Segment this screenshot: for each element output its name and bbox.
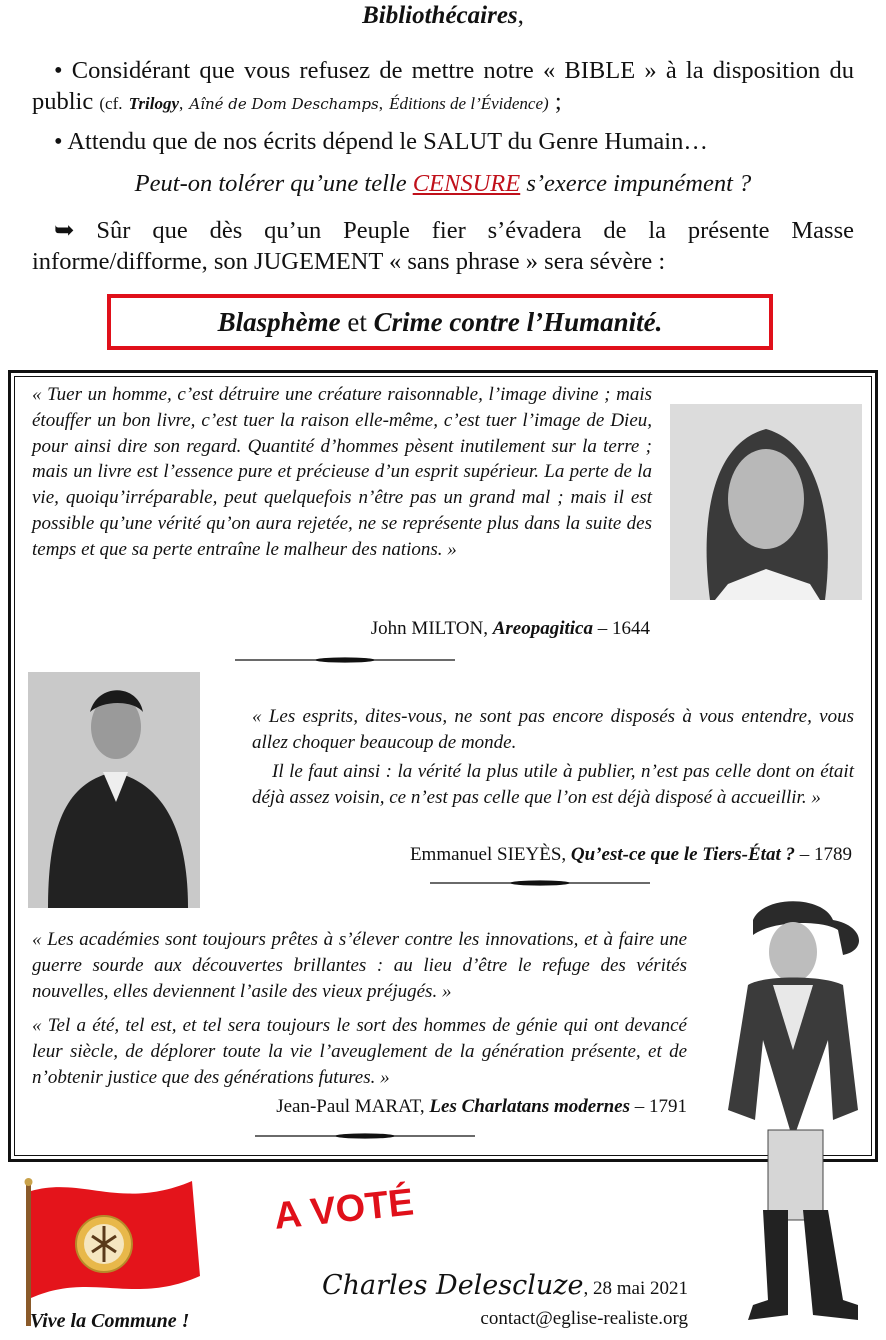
marat-figure: [693, 890, 885, 1335]
contact-email[interactable]: contact@eglise-realiste.org: [480, 1308, 688, 1329]
arrow-icon: ➥: [54, 217, 75, 244]
sieyes-quote-part2: Il le faut ainsi : la vérité la plus utile à publier, n’est pas celle dont on était déjà assez voisin, ce n’est pas celle que l’on est déjà disposé à accueillir. »: [252, 761, 854, 808]
judgement-paragraph: ➥ Sûr que dès qu’un Peuple fier s’évadera de la présente Masse informe/difforme, son JUGEMENT « sans phrase » sera sévère :: [32, 217, 854, 275]
milton-citation: John MILTON, Areopagitica – 1644: [370, 618, 650, 639]
intro-considering: • Considérant que vous refusez de mettre notre « BIBLE » à la disposition du public (cf. Trilogy, Aîné de Dom Deschamps, Éditions de l’Évidence) ;: [32, 57, 855, 115]
sieyes-portrait: [28, 672, 200, 908]
marat-quote-part2: « Tel a été, tel est, et tel sera toujours le sort des hommes de génie qui ont devancé leur siècle, de déplorer toute la vie l’aveuglement de la génération présente, et de n’obtenir justice que des générations futures. »: [32, 1015, 687, 1088]
header-title: Bibliothécaires,: [362, 2, 524, 29]
divider-ornament: [255, 1131, 475, 1141]
sieyes-quote-part1: « Les esprits, dites-vous, ne sont pas encore disposés à vous entendre, vous allez choquer beaucoup de monde.: [252, 706, 854, 753]
commune-flag: [12, 1176, 212, 1326]
vote-stamp: A VOTÉ: [272, 1181, 416, 1238]
signature-line: Charles Delescluze, 28 mai 2021: [321, 1270, 688, 1301]
intro-whereas: • Attendu que de nos écrits dépend le SALUT du Genre Humain…: [54, 128, 708, 155]
marat-citation: Jean-Paul MARAT, Les Charlatans modernes – 1791: [276, 1096, 687, 1117]
divider-ornament: [235, 655, 455, 665]
milton-portrait: [670, 404, 862, 600]
marat-quote-part1: « Les académies sont toujours prêtes à s’élever contre les innovations, et à faire une guerre sourde aux découvertes brillantes : au lieu d’être le refuge des vérités nouvelles, elles deviennent l’asile des vieux préjugés. »: [32, 929, 687, 1002]
censure-question: Peut-on tolérer qu’une telle CENSURE s’exerce impunément ?: [134, 170, 752, 197]
milton-quote: « Tuer un homme, c’est détruire une créature raisonnable, l’image divine ; mais étouffer un bon livre, c’est tuer la raison elle-même, c’est tuer l’image de Dieu, pour ainsi dire son regard. Quantité d’hommes pèsent inutilement sur la terre ; mais un livre est l’essence pure et précieuse d’un esprit supérieur. La perte de la vie, quoiqu’irréparable, peut quelquefois n’être pas un grand mal ; mais il est possible qu’une vérité qu’on aura rejetée, ne se représente plus dans la suite des temps et que sa perte entraîne le malheur des nations. »: [32, 384, 652, 560]
signature: Charles Delescluze: [321, 1270, 584, 1301]
flag-caption: Vive la Commune !: [30, 1310, 190, 1332]
verdict-box: Blasphème et Crime contre l’Humanité.: [107, 294, 773, 350]
divider-ornament: [430, 878, 650, 888]
sieyes-citation: Emmanuel SIEYÈS, Qu’est-ce que le Tiers-État ? – 1789: [409, 844, 852, 865]
